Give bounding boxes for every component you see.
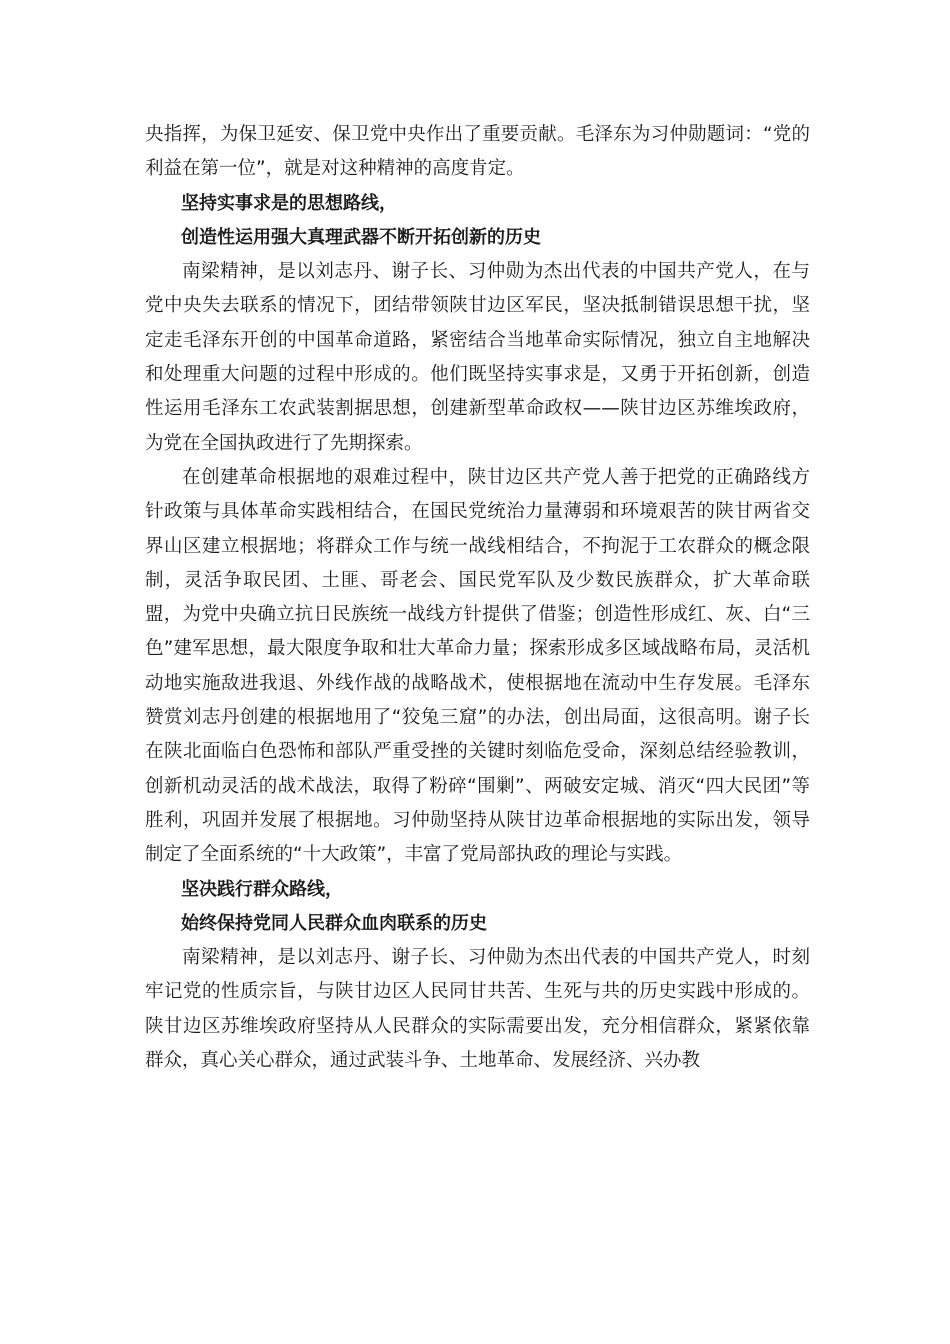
- section-heading-line1: 坚决践行群众路线，: [181, 878, 343, 900]
- section-heading-line2: 创造性运用强大真理武器不断开拓创新的历史: [181, 226, 541, 248]
- section-heading-line2: 始终保持党同人民群众血肉联系的历史: [181, 912, 487, 934]
- section-paragraph: 在创建革命根据地的艰难过程中，陕甘边区共产党人善于把党的正确路线方针政策与具体革命实践相结合，在国民党统治力量薄弱和环境艰苦的陕甘两省交界山区建立根据地；将群众工作与统一战线相结合，不拘泥于工农群众的概念限制，灵活争取民团、土匪、哥老会、国民党军队及少数民族群众，扩大革命联盟，为党中央确立抗日民族统一战线方针提供了借鉴；创造性形成红、灰、白“三色”建军思想，最大限度争取和壮大革命力量；探索形成多区域战略布局，灵活机动地实施敌进我退、外线作战的战略战术，使根据地在流动中生存发展。毛泽东赞赏刘志丹创建的根据地用了“狡兔三窟”的办法，创出局面，这很高明。谢子长在陕北面临白色恐怖和部队严重受挫的关键时刻临危受命，深刻总结经验教训，创新机动灵活的战术战法，取得了粉碎“围剿”、两破安定城、消灭“四大民团”等胜利，巩固并发展了根据地。习仲勋坚持从陕甘边革命根据地的实际出发，领导制定了全面系统的“十大政策”，丰富了党局部执政的理论与实践。: [145, 466, 810, 866]
- section-heading-line1: 坚持实事求是的思想路线，: [181, 192, 397, 214]
- section-paragraph: 南梁精神，是以刘志丹、谢子长、习仲勋为杰出代表的中国共产党人，在与党中央失去联系的情况下，团结带领陕甘边区军民，坚决抵制错误思想干扰，坚定走毛泽东开创的中国革命道路，紧密结合当地革命实际情况，独立自主地解决和处理重大问题的过程中形成的。他们既坚持实事求是，又勇于开拓创新，创造性运用毛泽东工农武装割据思想，创建新型革命政权——陕甘边区苏维埃政府，为党在全国执政进行了先期探索。: [145, 261, 810, 454]
- section-paragraph: 南梁精神，是以刘志丹、谢子长、习仲勋为杰出代表的中国共产党人，时刻牢记党的性质宗旨，与陕甘边区人民同甘共苦、生死与共的历史实践中形成的。陕甘边区苏维埃政府坚持从人民群众的实际需要出发，充分相信群众，紧紧依靠群众，真心关心群众，通过武装斗争、土地革命、发展经济、兴办教: [145, 947, 810, 1072]
- document-page: [145, 118, 810, 1078]
- paragraph-continued: 央指挥，为保卫延安、保卫党中央作出了重要贡献。毛泽东为习仲勋题词：“党的利益在第一位”，就是对这种精神的高度肯定。: [145, 124, 810, 180]
